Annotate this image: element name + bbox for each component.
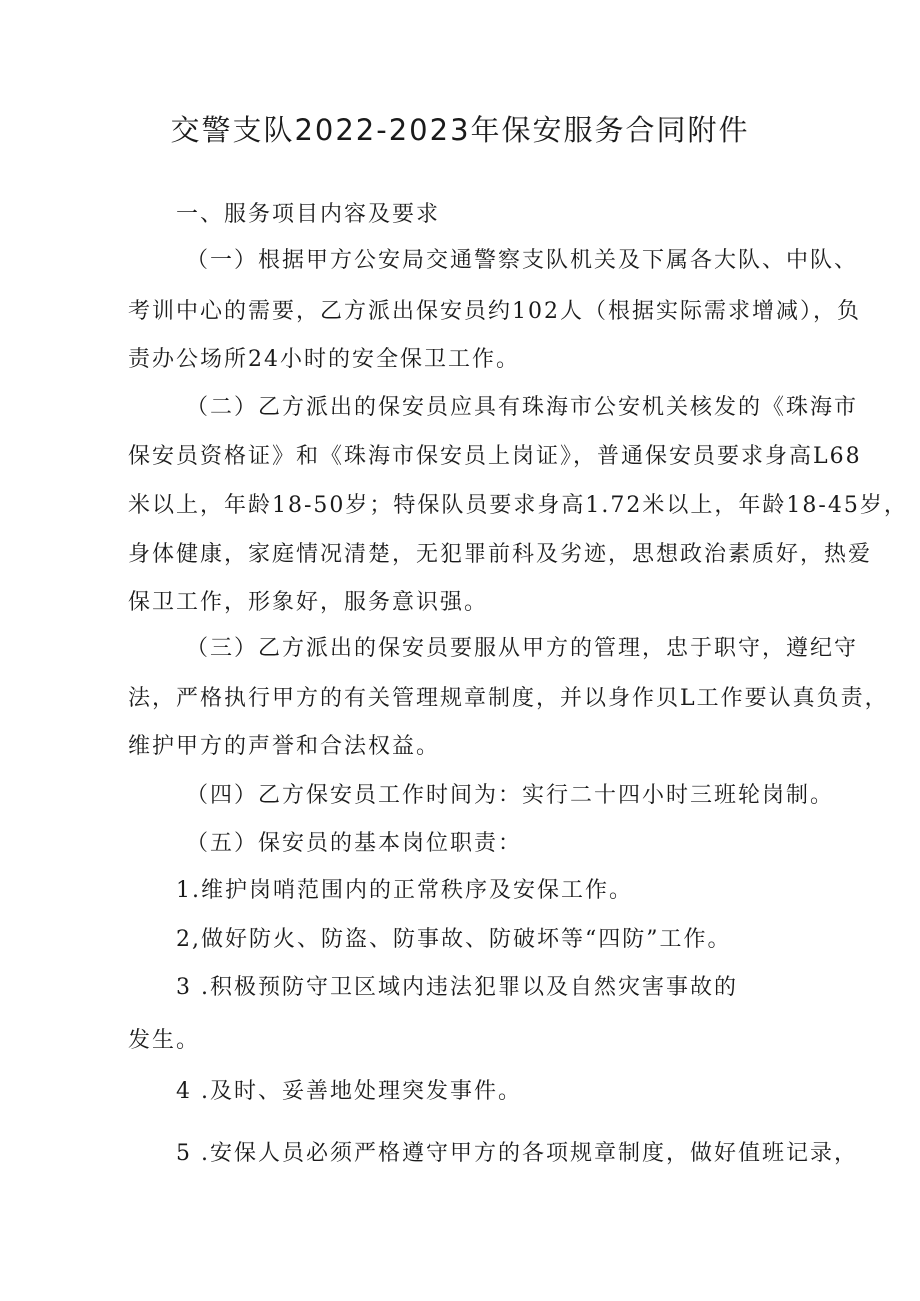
paragraph-line: 考训中心的需要，乙方派出保安员约102人（根据实际需求增减），负 xyxy=(128,299,861,324)
paragraph-line: （三）乙方派出的保安员要服从甲方的管理，忠于职守，遵纪守 xyxy=(186,636,859,661)
paragraph-line: （五）保安员的基本岗位职责： xyxy=(186,831,523,856)
paragraph-line: 责办公场所24小时的安全保卫工作。 xyxy=(128,347,520,372)
paragraph-line: 保安员资格证》和《珠海市保安员上岗证》，普通保安员要求身高L68 xyxy=(128,444,862,469)
duty-item: 2,做好防火、防盗、防事故、防破坏等“四防”工作。 xyxy=(176,927,732,952)
paragraph-line: 保卫工作，形象好，服务意识强。 xyxy=(128,590,489,615)
paragraph-line: （二）乙方派出的保安员应具有珠海市公安机关核发的《珠海市 xyxy=(186,395,859,420)
paragraph-line: 法，严格执行甲方的有关管理规章制度，并以身作贝L工作要认真负责， xyxy=(128,686,889,711)
paragraph-line: （一）根据甲方公安局交通警察支队机关及下属各大队、中队、 xyxy=(186,248,859,273)
paragraph-line: 维护甲方的声誉和合法权益。 xyxy=(128,734,441,759)
paragraph-line: （四）乙方保安员工作时间为：实行二十四小时三班轮岗制。 xyxy=(186,783,835,808)
document-title: 交警支队2022-2023年保安服务合同附件 xyxy=(170,113,750,147)
duty-item: 4 .及时、妥善地处理突发事件。 xyxy=(176,1079,522,1104)
duty-item: 3 .积极预防守卫区域内违法犯罪以及自然灾害事故的 xyxy=(176,975,738,1000)
duty-item: 5 .安保人员必须严格遵守甲方的各项规章制度，做好值班记录， xyxy=(176,1141,858,1166)
section-heading: 一、服务项目内容及要求 xyxy=(176,202,441,227)
duty-item-continuation: 发生。 xyxy=(128,1028,201,1053)
paragraph-line: 身体健康，家庭情况清楚，无犯罪前科及劣迹，思想政治素质好，热爱 xyxy=(128,542,873,567)
duty-item: 1.维护岗哨范围内的正常秩序及安保工作。 xyxy=(176,878,633,903)
paragraph-line: 米以上，年龄18-50岁；特保队员要求身高1.72米以上，年龄18-45岁， xyxy=(128,493,908,518)
